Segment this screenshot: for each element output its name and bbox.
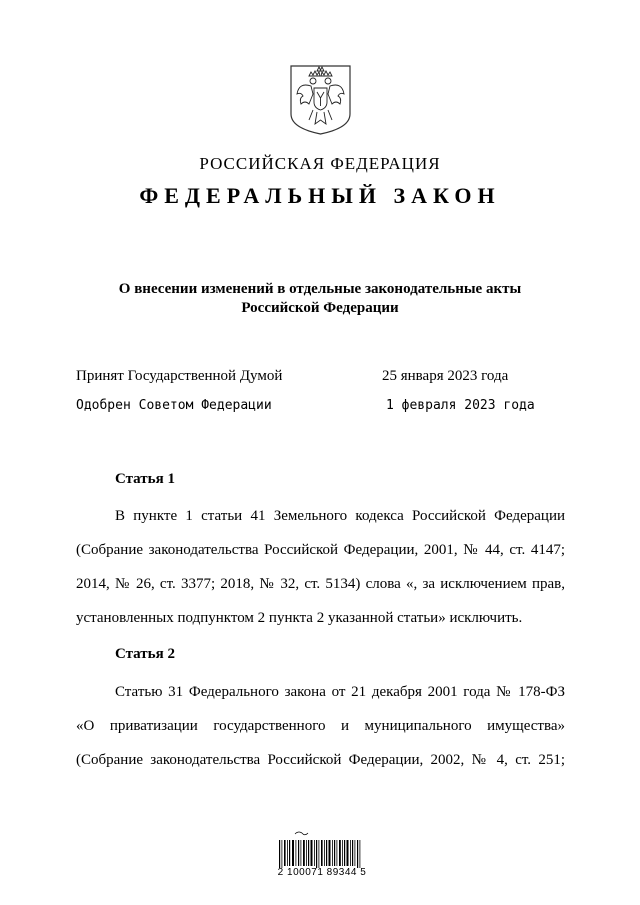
article-1-text: [76, 506, 565, 642]
document-type: ФЕДЕРАЛЬНЫЙ ЗАКОН: [139, 183, 501, 208]
law-title: [90, 280, 550, 318]
council-approval-label: Одобрен Советом Федерации: [76, 398, 272, 413]
article-1-line: 2014, № 26, ст. 3377; 2018, № 32, ст. 5134) слова «, за исключением прав,: [76, 576, 565, 592]
article-2-line: «О приватизации государственного и муниципального имущества»: [76, 718, 565, 734]
coat-of-arms-emblem: [289, 64, 352, 136]
barcode-number: 2 100071 89344 5: [277, 867, 367, 878]
article-2-text: [76, 682, 565, 784]
article-1-line: (Собрание законодательства Российской Федерации, 2001, № 44, ст. 4147;: [76, 542, 565, 558]
article-2-title: Статья 2: [115, 646, 175, 662]
article-2-line: Статью 31 Федерального закона от 21 декабря 2001 года № 178-ФЗ: [115, 684, 565, 700]
law-title-line-1: О внесении изменений в отдельные законодательные акты: [118, 281, 522, 297]
council-approval-date: 1 февраля 2023 года: [386, 398, 535, 413]
duma-adoption-date: 25 января 2023 года: [382, 368, 509, 384]
article-1-line: В пункте 1 статьи 41 Земельного кодекса Российской Федерации: [115, 508, 565, 524]
country-name: РОССИЙСКАЯ ФЕДЕРАЦИЯ: [199, 154, 441, 173]
article-2-line: (Собрание законодательства Российской Федерации, 2002, № 4, ст. 251;: [76, 752, 565, 768]
article-1-line: установленных подпунктом 2 пункта 2 указанной статьи» исключить.: [76, 610, 523, 626]
duma-adoption-label: Принят Государственной Думой: [76, 368, 283, 384]
article-1-title: Статья 1: [115, 471, 175, 487]
law-title-line-2: Российской Федерации: [241, 300, 399, 316]
